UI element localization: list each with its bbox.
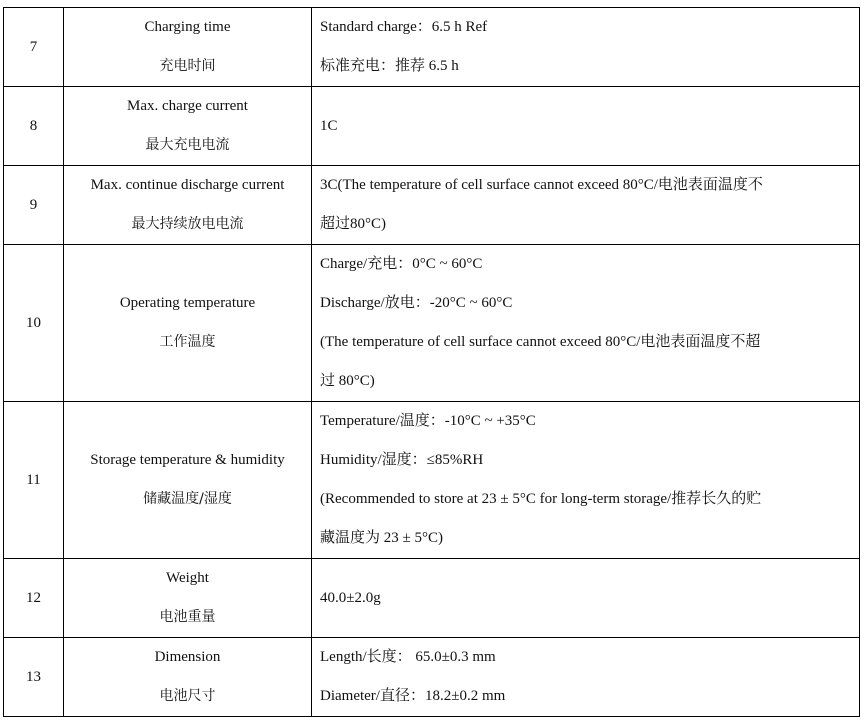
value-cell [312, 245, 860, 402]
row-number: 12 [4, 559, 64, 638]
parameter-cell [64, 8, 312, 87]
table-row [4, 638, 860, 717]
table-row [4, 87, 860, 166]
value-cell [312, 638, 860, 717]
parameter-cell [64, 559, 312, 638]
value-cell [312, 559, 860, 638]
parameter-name-en: Dimension [154, 649, 221, 665]
value-cell [312, 87, 860, 166]
value-line: 过 80°C) [320, 373, 375, 389]
parameter-name-en: Max. continue discharge current [90, 177, 285, 193]
table-row [4, 245, 860, 402]
parameter-name-cn: 电池尺寸 [159, 688, 216, 704]
parameter-cell [64, 87, 312, 166]
parameter-name-cn: 最大持续放电电流 [131, 216, 244, 232]
parameter-name-en: Storage temperature & humidity [90, 452, 285, 468]
parameter-name-cn: 电池重量 [159, 609, 216, 625]
value-line: Charge/充电：0°C ~ 60°C [320, 256, 483, 272]
table-row [4, 402, 860, 559]
value-cell [312, 402, 860, 559]
value-line: Standard charge：6.5 h Ref [320, 19, 488, 35]
value-line: (Recommended to store at 23 ± 5°C for long-term storage/推荐长久的贮 [320, 491, 762, 507]
parameter-cell [64, 166, 312, 245]
value-line: Temperature/温度：-10°C ~ +35°C [320, 413, 536, 429]
row-number: 8 [4, 87, 64, 166]
value-line: Length/长度： 65.0±0.3 mm [320, 649, 496, 665]
value-line: Discharge/放电：-20°C ~ 60°C [320, 295, 513, 311]
value-line: (The temperature of cell surface cannot exceed 80°C/电池表面温度不超 [320, 334, 761, 350]
value-cell [312, 166, 860, 245]
parameter-name-en: Weight [166, 570, 209, 586]
value-cell [312, 8, 860, 87]
row-number: 11 [4, 402, 64, 559]
row-number: 13 [4, 638, 64, 717]
value-line: Diameter/直径：18.2±0.2 mm [320, 688, 506, 704]
parameter-name-en: Max. charge current [127, 98, 248, 114]
parameter-name-en: Operating temperature [119, 295, 256, 311]
parameter-name-cn: 最大充电电流 [145, 137, 230, 153]
parameter-name-cn: 充电时间 [159, 58, 216, 74]
spec-table [3, 7, 860, 717]
parameter-name-en: Charging time [144, 19, 231, 35]
value-line: 标准充电：推荐 6.5 h [320, 58, 459, 74]
row-number: 7 [4, 8, 64, 87]
value-line: 超过80°C) [320, 216, 386, 232]
table-row [4, 166, 860, 245]
row-number: 10 [4, 245, 64, 402]
parameter-cell [64, 245, 312, 402]
parameter-cell [64, 638, 312, 717]
value-line: 40.0±2.0g [320, 589, 381, 606]
value-line: 藏温度为 23 ± 5°C) [320, 530, 443, 546]
value-line: 1C [320, 117, 338, 134]
table-row [4, 559, 860, 638]
parameter-cell [64, 402, 312, 559]
row-number: 9 [4, 166, 64, 245]
parameter-name-cn: 储藏温度/湿度 [143, 491, 232, 507]
value-line: 3C(The temperature of cell surface cannot exceed 80°C/电池表面温度不 [320, 177, 763, 193]
value-line: Humidity/湿度：≤85%RH [320, 452, 484, 468]
parameter-name-cn: 工作温度 [159, 334, 216, 350]
table-row [4, 8, 860, 87]
